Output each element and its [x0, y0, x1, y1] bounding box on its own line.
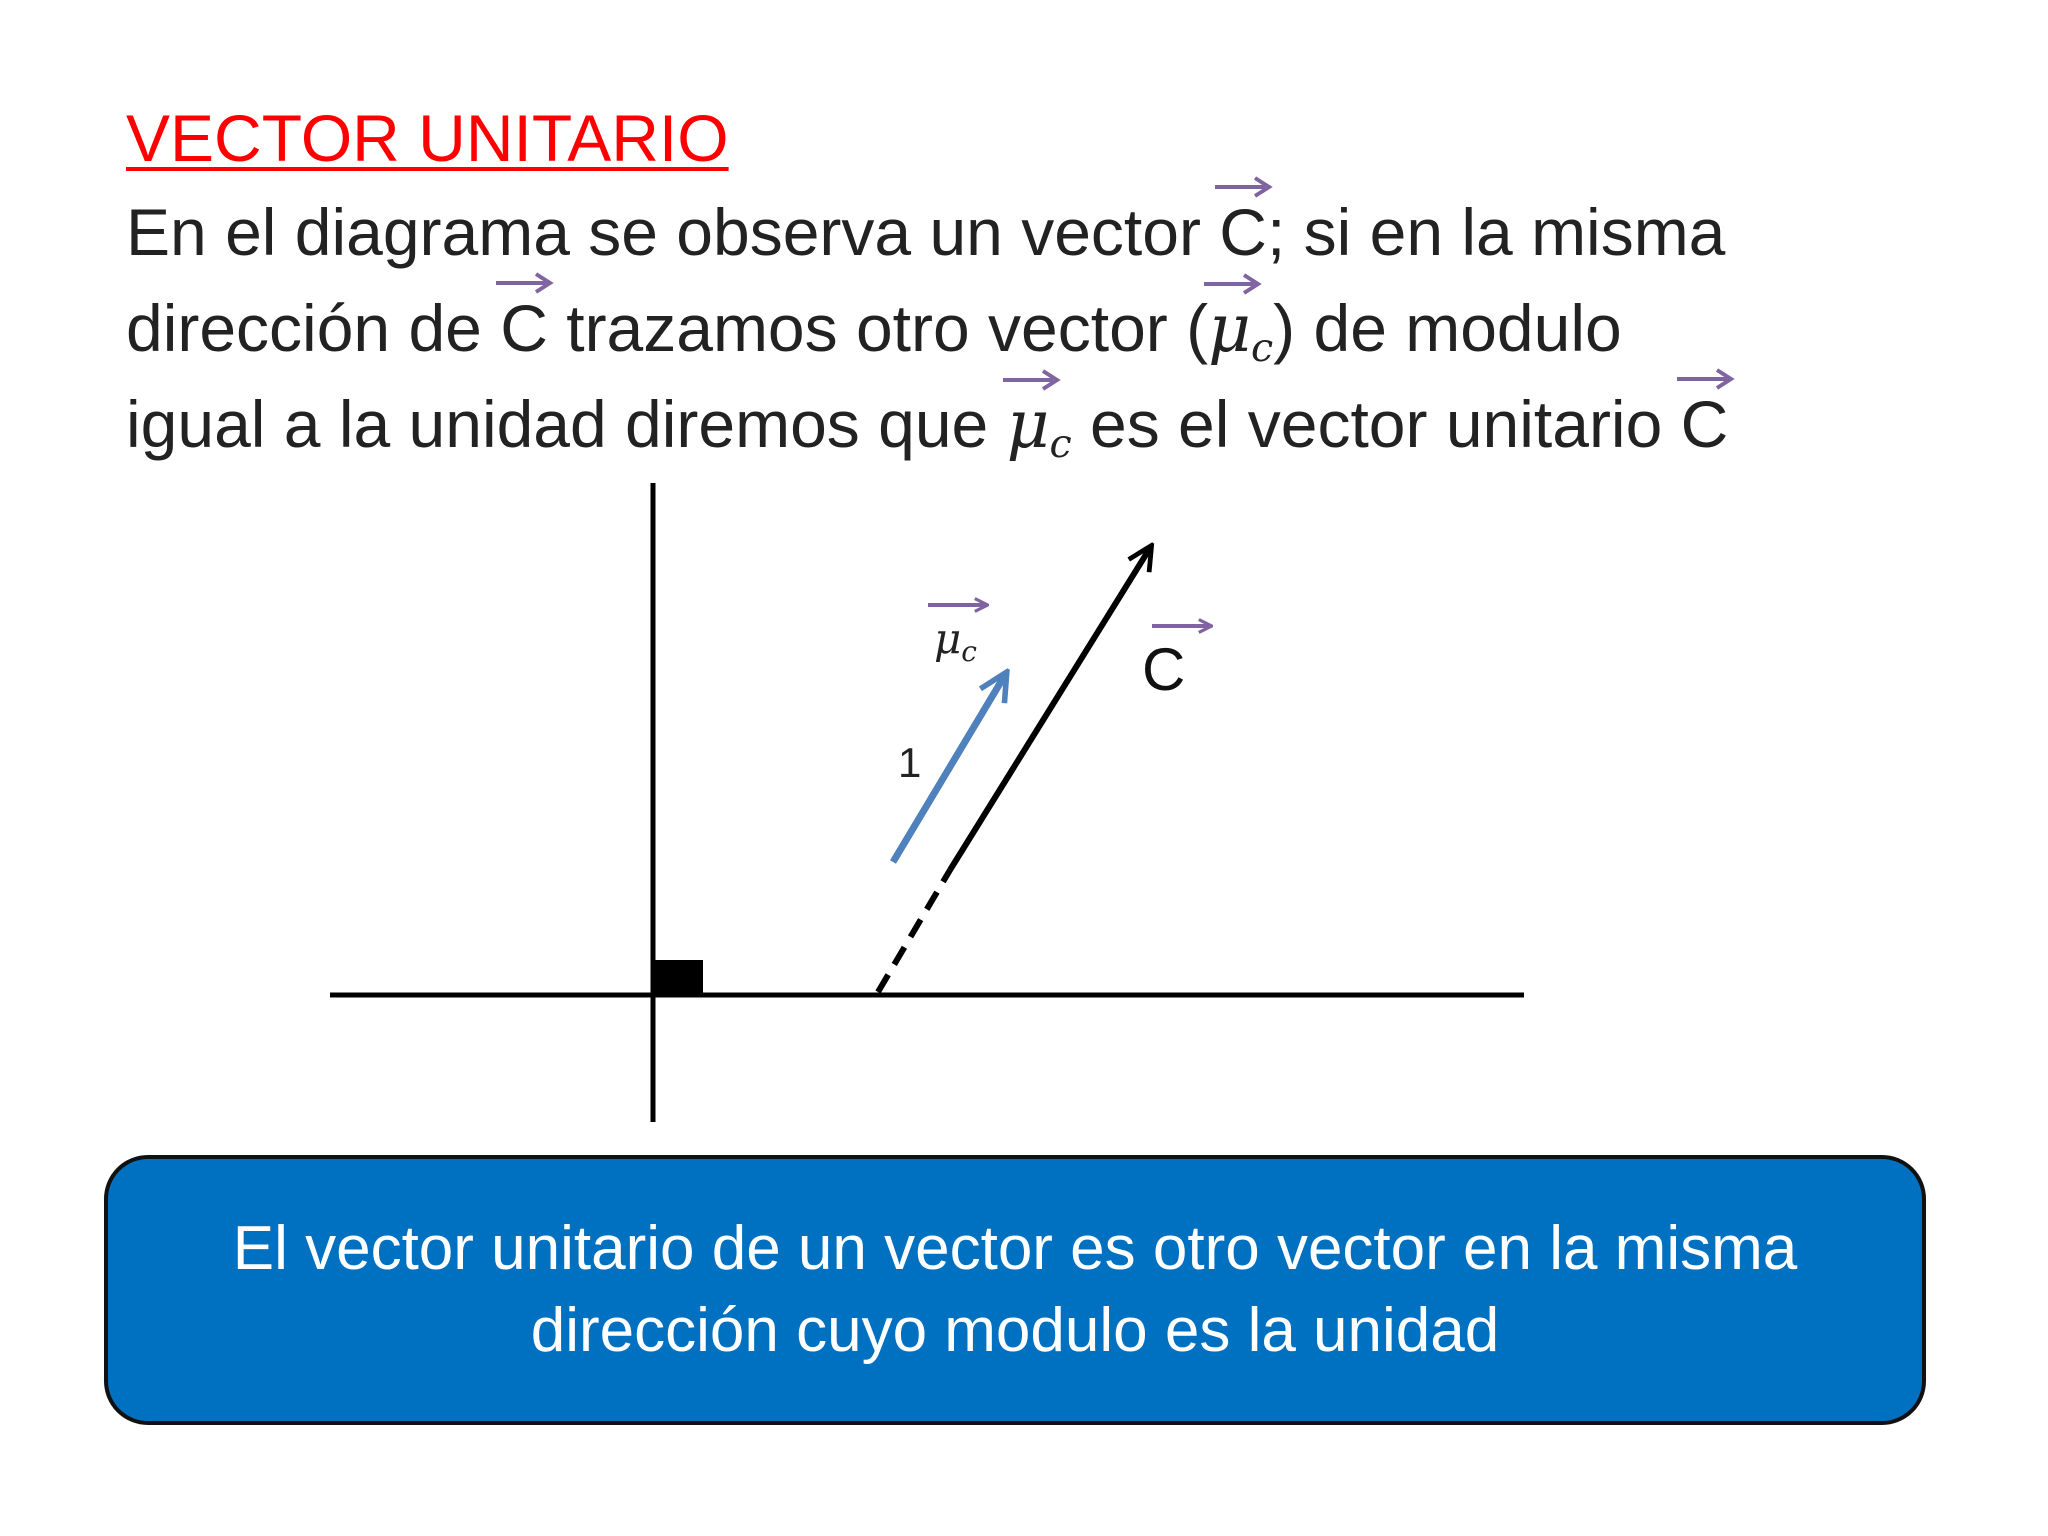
definition-callout	[104, 1155, 1926, 1425]
mu-subscript: c	[1049, 420, 1072, 467]
vector-c-extension-dashed	[878, 870, 950, 992]
line2-text-c: ) de modulo	[1273, 291, 1622, 365]
unit-vector-label-mu: μ	[934, 614, 962, 663]
vector-c-arrow	[950, 548, 1150, 870]
slide-title: VECTOR UNITARIO	[126, 101, 729, 175]
line2-text-b: trazamos otro vector (	[547, 291, 1209, 365]
line2-text-a: dirección de	[126, 291, 501, 365]
vector-c-letter: C	[1219, 195, 1267, 269]
line1-text-b: ; si en la misma	[1266, 195, 1726, 269]
mu-letter: μ	[1006, 386, 1050, 463]
mu-letter: μ	[1208, 290, 1251, 367]
vector-c-letter: C	[1680, 387, 1729, 461]
definition-text: El vector unitario de un vector es otro vector en la misma dirección cuyo modulo es la unidad	[232, 1214, 1798, 1365]
unit-length-label: 1	[898, 739, 922, 786]
right-angle-marker	[653, 960, 703, 993]
line1-text-a: En el diagrama se observa un vector	[126, 195, 1220, 269]
line3-text-b: es el vector unitario	[1071, 387, 1681, 461]
vector-c-label: C	[1142, 636, 1186, 703]
line3-text-a: igual a la unidad diremos que	[126, 387, 1007, 461]
unit-vector-label	[934, 614, 977, 668]
vector-c-letter: C	[500, 291, 548, 365]
unit-vector-label-subscript: c	[961, 635, 977, 668]
mu-subscript: c	[1251, 324, 1274, 371]
